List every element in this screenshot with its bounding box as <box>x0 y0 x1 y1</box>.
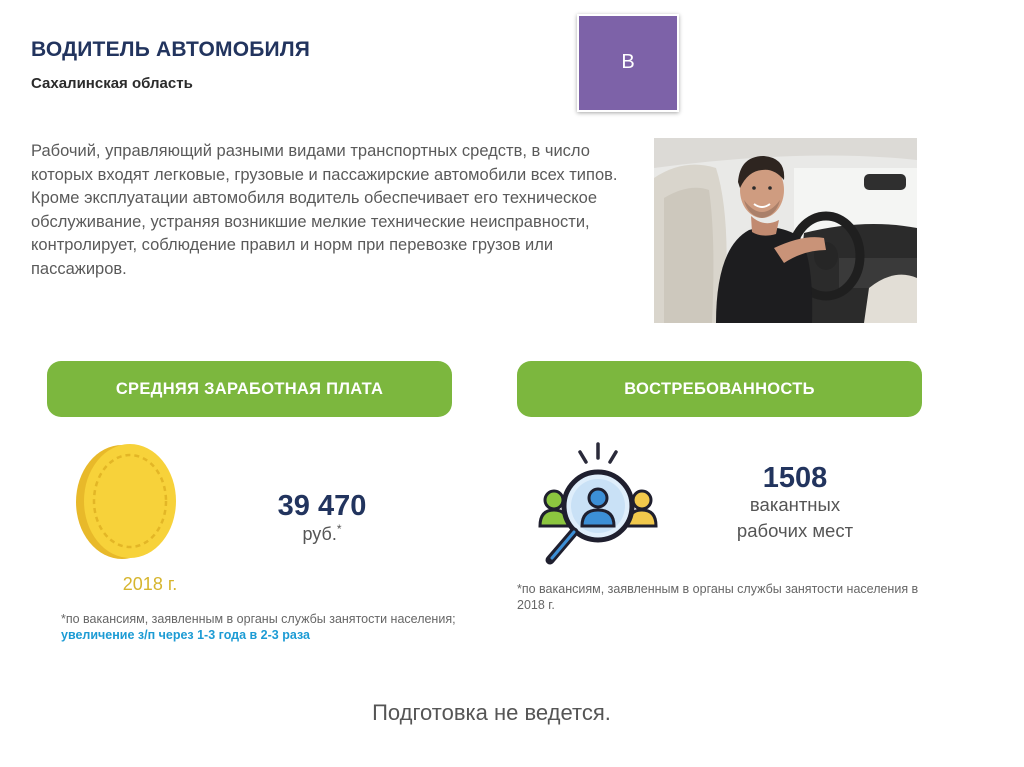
region-subtitle: Сахалинская область <box>31 75 193 92</box>
driver-photo <box>654 138 917 323</box>
salary-section-header <box>47 361 452 417</box>
salary-header-label: СРЕДНЯЯ ЗАРАБОТНАЯ ПЛАТА <box>115 379 384 398</box>
salary-unit-text: руб. <box>302 524 337 544</box>
vacancy-count: 1508 <box>762 462 828 494</box>
coin-icon <box>72 443 182 561</box>
salary-note-text: *по вакансиям, заявленным в органы службы занятости населения; <box>61 612 456 626</box>
demand-section-header <box>517 361 922 417</box>
salary-asterisk: * <box>336 522 342 536</box>
training-status: Подготовка не ведется. <box>372 700 611 725</box>
salary-footnote <box>61 611 481 643</box>
salary-growth-note: увеличение з/п через 1-3 года в 2-3 раза <box>61 628 310 642</box>
salary-value: 39 470 <box>277 490 367 522</box>
vacancy-label-line2: рабочих мест <box>736 520 854 541</box>
profession-description: Рабочий, управляющий разными видами транспортных средств, в число которых входят легковые, грузовые и пассажирские автомобили всех типов. Кроме эксплуатации автомобиля водитель обеспечивает его техническое обслуживание, устраняя возникшие мелкие технические неисправности, контролирует, соблюдение правил и норм при перевозке грузов или пассажиров. <box>31 142 618 278</box>
page-title: ВОДИТЕЛЬ АВТОМОБИЛЯ <box>31 38 311 61</box>
search-people-icon <box>538 440 658 570</box>
salary-year: 2018 г. <box>122 574 178 594</box>
demand-footnote: *по вакансиям, заявленным в органы службы занятости населения в 2018 г. <box>517 582 919 612</box>
vacancy-label-line1: вакантных <box>749 494 841 515</box>
demand-header-label: ВОСТРЕБОВАННОСТЬ <box>624 379 815 398</box>
badge-letter: В <box>621 50 635 73</box>
letter-badge <box>577 14 679 112</box>
salary-unit <box>262 522 382 545</box>
